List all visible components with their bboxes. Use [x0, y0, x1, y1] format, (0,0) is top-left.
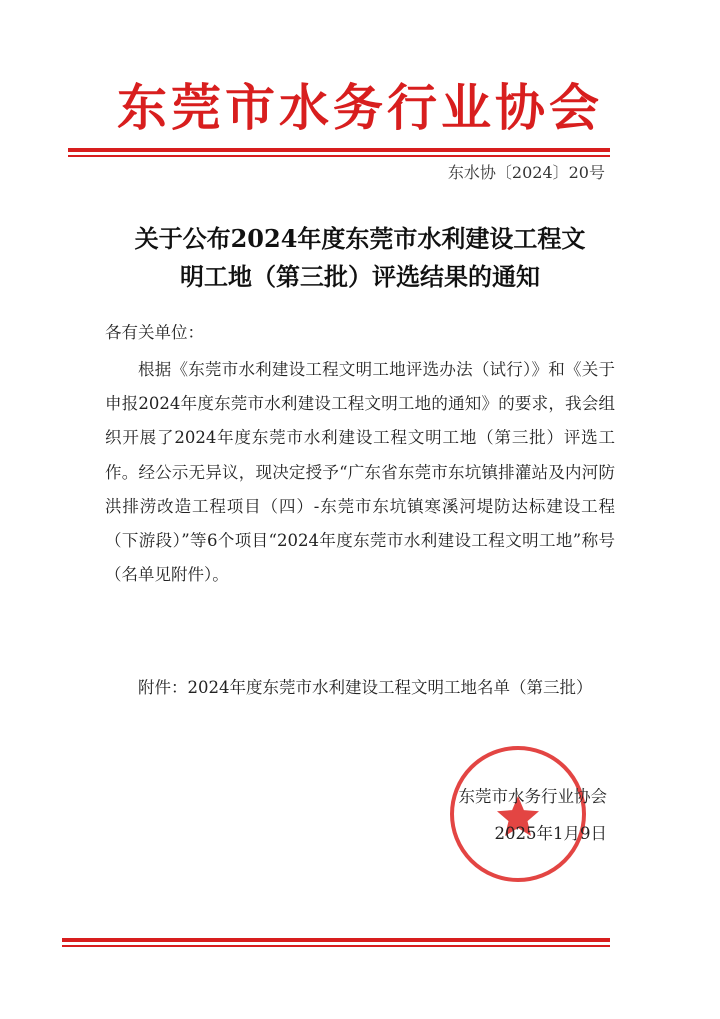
header-rule-thick [68, 148, 610, 152]
signature-date: 2025年1月9日 [494, 824, 607, 843]
attachment-note: 附件：2024年度东莞市水利建设工程文明工地名单（第三批） [138, 678, 593, 697]
notice-title-line-1: 关于公布2024年度东莞市水利建设工程文 [134, 224, 586, 253]
body-paragraph: 根据《东莞市水利建设工程文明工地评选办法（试行）》和《关于申报2024年度东莞市水利建设工程文明工地的通知》的要求，我会组织开展了2024年度东莞市水利建设工程文明工地（第三批）评选工作。经公示无异议，现决定授予“广东省东莞市东坑镇排灌站及内河防洪排涝改造工程项目（四）-东莞市东坑镇寒溪河堤防达标建设工程（下游段）”等6个项目“2024年度东莞市水利建设工程文明工地”称号（名单见附件）。 [105, 360, 615, 585]
notice-title-line-2: 明工地（第三批）评选结果的通知 [180, 262, 540, 291]
header-rule-thin [68, 155, 610, 157]
footer-rule-thin [62, 945, 610, 947]
signature-organization: 东莞市水务行业协会 [458, 787, 607, 806]
header-org-name: 东莞市水务行业协会 [117, 79, 603, 137]
official-seal [448, 744, 588, 884]
footer-rule-thick [62, 938, 610, 942]
salutation: 各有关单位： [105, 323, 204, 342]
document-number: 东水协〔2024〕20号 [447, 163, 605, 182]
notice-title [0, 220, 720, 296]
